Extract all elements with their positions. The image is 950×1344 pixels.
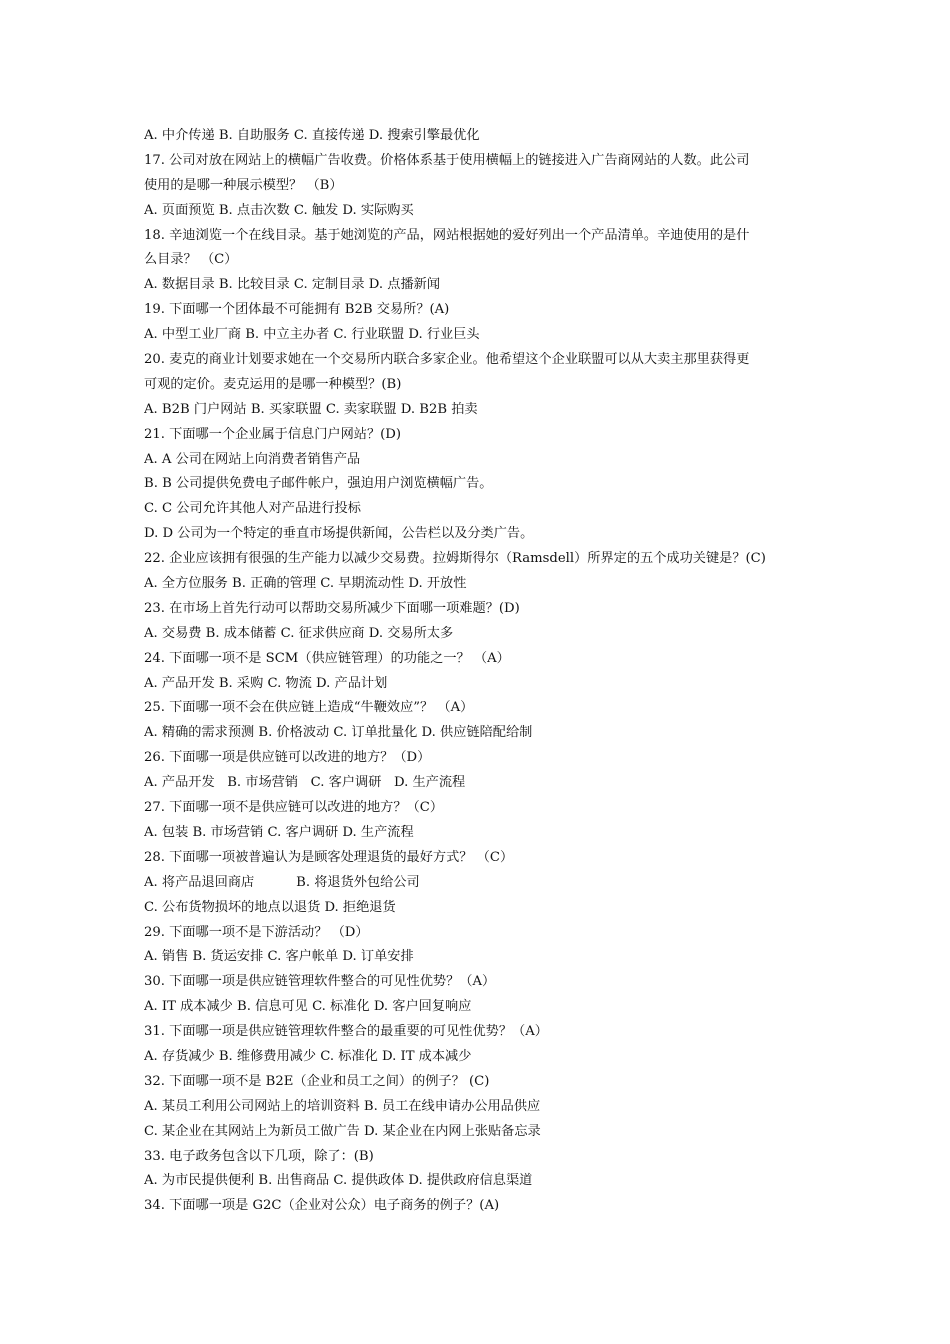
text-line: B. B 公司提供免费电子邮件帐户，强迫用户浏览横幅广告。 [144, 476, 493, 492]
text-line: A. 销售 B. 货运安排 C. 客户帐单 D. 订单安排 [144, 949, 414, 965]
text-line: 30. 下面哪一项是供应链管理软件整合的可见性优势？（A） [144, 974, 496, 990]
text-line: A. 产品开发 B. 市场营销 C. 客户调研 D. 生产流程 [144, 775, 466, 791]
text-line: A. 精确的需求预测 B. 价格波动 C. 订单批量化 D. 供应链陪配给制 [144, 725, 533, 741]
text-line: 26. 下面哪一项是供应链可以改进的地方？（D） [144, 750, 431, 766]
text-line: A. 中型工业厂商 B. 中立主办者 C. 行业联盟 D. 行业巨头 [144, 327, 480, 343]
text-line: 可观的定价。麦克运用的是哪一种模型？(B) [144, 376, 402, 392]
text-line: 24. 下面哪一项不是 SCM（供应链管理）的功能之一？ （A） [144, 650, 510, 666]
text-line: 34. 下面哪一项是 G2C（企业对公众）电子商务的例子？(A) [144, 1198, 500, 1214]
text-line: A. 产品开发 B. 采购 C. 物流 D. 产品计划 [144, 675, 388, 691]
text-line: A. A 公司在网站上向消费者销售产品 [144, 451, 361, 467]
text-line: A. 为市民提供便利 B. 出售商品 C. 提供政体 D. 提供政府信息渠道 [144, 1173, 533, 1189]
text-line: 22. 企业应该拥有很强的生产能力以减少交易费。拉姆斯得尔（Ramsdell）所界定的五个成功关键是？(C) [144, 551, 766, 567]
text-line: A. 包装 B. 市场营销 C. 客户调研 D. 生产流程 [144, 824, 414, 840]
text-line: 21. 下面哪一个企业属于信息门户网站？(D) [144, 426, 402, 442]
text-line: A. 中介传递 B. 自助服务 C. 直接传递 D. 搜索引擎最优化 [144, 128, 480, 143]
text-line: 33. 电子政务包含以下几项，除了：(B) [144, 1148, 374, 1164]
text-line: 31. 下面哪一项是供应链管理软件整合的最重要的可见性优势？（A） [144, 1024, 548, 1040]
text-line: 27. 下面哪一项不是供应链可以改进的地方？（C） [144, 800, 444, 816]
text-line: 20. 麦克的商业计划要求她在一个交易所内联合多家企业。他希望这个企业联盟可以从大卖主那里获得更 [144, 352, 750, 368]
text-line: 23. 在市场上首先行动可以帮助交易所减少下面哪一项难题？(D) [144, 600, 520, 616]
text-line: A. B2B 门户网站 B. 买家联盟 C. 卖家联盟 D. B2B 拍卖 [144, 401, 478, 417]
text-line: A. 交易费 B. 成本储蓄 C. 征求供应商 D. 交易所太多 [144, 625, 454, 641]
text-line: A. 页面预览 B. 点击次数 C. 触发 D. 实际购买 [144, 202, 414, 218]
text-line: D. D 公司为一个特定的垂直市场提供新闻，公告栏以及分类广告。 [144, 526, 534, 542]
document-body [144, 124, 808, 1219]
text-line: 么目录？ （C） [144, 252, 238, 268]
text-line: 25. 下面哪一项不会在供应链上造成“牛鞭效应”？ （A） [144, 700, 474, 716]
text-line: 32. 下面哪一项不是 B2E（企业和员工之间）的例子？ (C) [144, 1073, 490, 1089]
text-line: A. 存货减少 B. 维修费用减少 C. 标准化 D. IT 成本减少 [144, 1048, 472, 1064]
text-line: 29. 下面哪一项不是下游活动？ （D） [144, 924, 369, 940]
text-line: 使用的是哪一种展示模型？ （B） [144, 177, 343, 193]
text-line: C. 公布货物损坏的地点以退货 D. 拒绝退货 [144, 899, 396, 915]
text-line: C. C 公司允许其他人对产品进行投标 [144, 501, 361, 517]
text-line: 18. 辛迪浏览一个在线目录。基于她浏览的产品，网站根据她的爱好列出一个产品清单。辛迪使用的是什 [144, 227, 750, 243]
text-line: C. 某企业在其网站上为新员工做广告 D. 某企业在内网上张贴备忘录 [144, 1123, 541, 1139]
text-line: 28. 下面哪一项被普遍认为是顾客处理退货的最好方式？ （C） [144, 849, 514, 865]
text-line: 17. 公司对放在网站上的横幅广告收费。价格体系基于使用横幅上的链接进入广告商网站的人数。此公司 [144, 152, 750, 168]
text-line: 19. 下面哪一个团体最不可能拥有 B2B 交易所？(A) [144, 302, 450, 318]
text-line: A. 全方位服务 B. 正确的管理 C. 早期流动性 D. 开放性 [144, 576, 467, 592]
text-line: A. 将产品退回商店 B. 将退货外包给公司 [144, 874, 420, 890]
text-line: A. 某员工利用公司网站上的培训资料 B. 员工在线申请办公用品供应 [144, 1098, 541, 1114]
text-line: A. 数据目录 B. 比较目录 C. 定制目录 D. 点播新闻 [144, 277, 441, 293]
text-line: A. IT 成本减少 B. 信息可见 C. 标准化 D. 客户回复响应 [144, 999, 472, 1015]
